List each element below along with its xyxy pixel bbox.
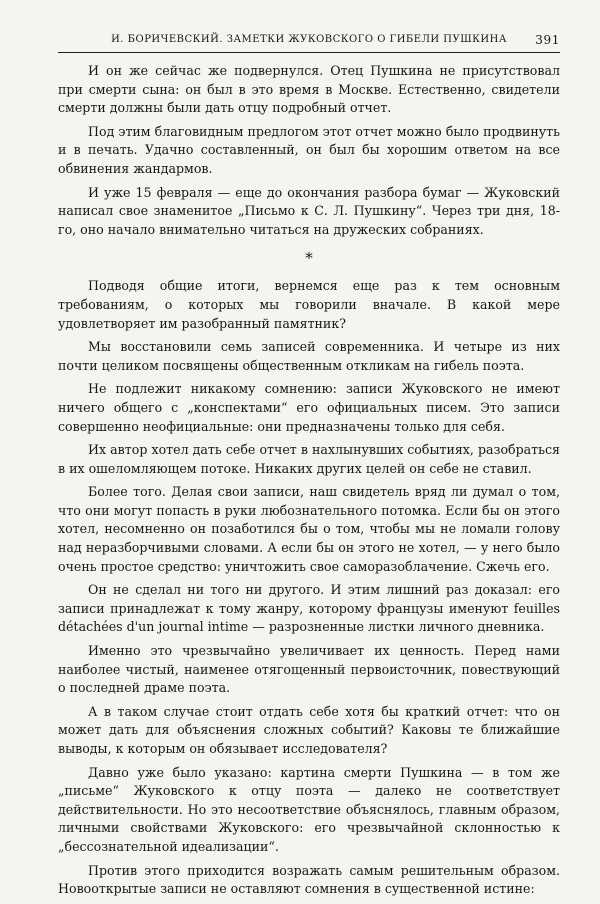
body-text <box>58 62 560 904</box>
paragraph: Подводя общие итоги, вернемся еще раз к тем основным требованиям, о которых мы говорили вначале. В какой мере удовлетворяет им разобранный памятник? <box>58 278 560 331</box>
paragraph: Давно уже было указано: картина смерти Пушкина — в том же „письме“ Жуковского к отцу поэта — далеко не соответствует действительности. Но это несоответствие объяснялось, главным образом, личными свойствами Жуковского: его чрезвычайной склонностью к „бессознательной идеализации“. <box>58 764 560 854</box>
paragraph: Более того. Делая свои записи, наш свидетель вряд ли думал о том, что они могут попасть в руки любознательного потомка. Если бы он этого хотел, несомненно он позаботился бы о том, чтобы мы не ломали голову над неразборчивыми словами. А если бы он этого не хотел, — у него было очень простое средство: уничтожить свое саморазоблачение. Сжечь его. <box>58 484 560 574</box>
page-header <box>58 30 560 53</box>
running-title: И. БОРИЧЕВСКИЙ. ЗАМЕТКИ ЖУКОВСКОГО О ГИБЕЛИ ПУШКИНА <box>111 34 507 45</box>
paragraph: И он же сейчас же подвернулся. Отец Пушкина не присутствовал при смерти сына: он был в это время в Москве. Естественно, свидетели смерти должны были дать отцу подробный отчет. <box>58 63 560 116</box>
paragraph: А в таком случае стоит отдать себе хотя бы краткий отчет: что он может дать для объяснения сложных событий? Каковы те ближайшие выводы, к которым он обязывает исследователя? <box>58 703 560 756</box>
paragraph: Под этим благовидным предлогом этот отчет можно было продвинуть и в печать. Удачно составленный, он был бы хорошим ответом на все обвинения жандармов. <box>58 123 560 176</box>
paragraph: Против этого приходится возражать самым решительным образом. Новооткрытые записи не оставляют сомнения в существенной истине: <box>58 862 560 897</box>
section-separator: * <box>305 249 313 268</box>
paragraph: И уже 15 февраля — еще до окончания разбора бумаг — Жуковский написал свое знаменитое „Письмо к С. Л. Пушкину“. Через три дня, 18-го, оно начало внимательно читаться на дружеских собраниях. <box>58 184 560 237</box>
paragraph: Не подлежит никакому сомнению: записи Жуковского не имеют ничего общего с „конспектами“ его официальных писем. Это записи совершенно неофициальные: они предназначены только для себя. <box>58 381 560 434</box>
paragraph: Он не сделал ни того ни другого. И этим лишний раз доказал: его записи принадлежат к тому жанру, которому французы именуют feuilles détachées d'un journal intime — разрозненные листки личного дневника. <box>58 582 560 635</box>
paragraph: Мы восстановили семь записей современника. И четыре из них почти целиком посвящены общественным откликам на гибель поэта. <box>58 339 560 373</box>
paragraph: Их автор хотел дать себе отчет в нахлынувших событиях, разобраться в их ошеломляющем потоке. Никаких других целей он себе не ставил. <box>58 442 560 476</box>
page-number: 391 <box>535 33 560 47</box>
paragraph: Именно это чрезвычайно увеличивает их ценность. Перед нами наиболее чистый, наименее отягощенный первоисточник, повествующий о последней драме поэта. <box>58 643 560 696</box>
